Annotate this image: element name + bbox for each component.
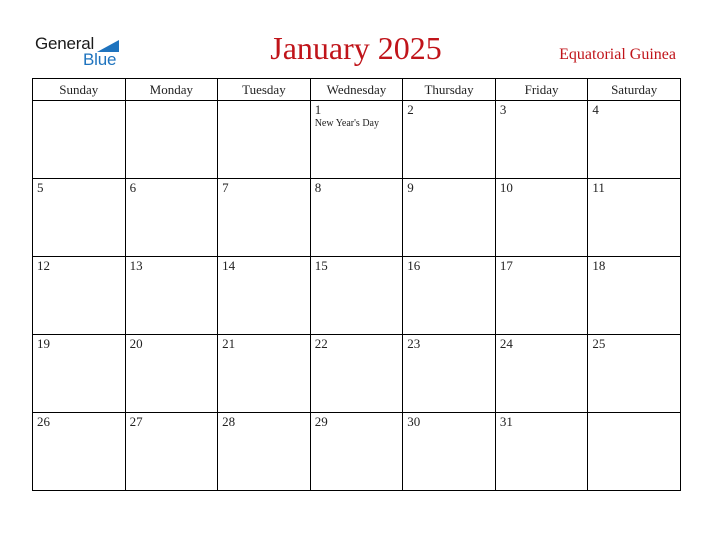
day-number: 10: [499, 180, 513, 195]
day-number: 24: [499, 336, 513, 351]
day-number: 4: [592, 102, 599, 117]
weekday-header: Sunday: [33, 79, 126, 101]
calendar-title: January 2025: [270, 30, 442, 66]
day-cell: [125, 413, 218, 491]
day-cell: [495, 257, 588, 335]
day-number: 29: [314, 414, 328, 429]
day-number: 8: [314, 180, 322, 195]
day-cell: [33, 257, 126, 335]
day-cell: [588, 179, 681, 257]
day-cell: [310, 257, 403, 335]
day-number: 5: [37, 180, 44, 195]
weekday-header: Friday: [495, 79, 588, 101]
day-number: 20: [129, 336, 143, 351]
weekday-header: Saturday: [588, 79, 681, 101]
day-cell: [33, 413, 126, 491]
day-cell: [588, 335, 681, 413]
calendar-grid: [32, 78, 681, 491]
day-number: 18: [592, 258, 606, 273]
day-cell: [588, 257, 681, 335]
day-cell: [218, 101, 311, 179]
day-cell: [125, 179, 218, 257]
day-number: 13: [129, 258, 143, 273]
day-cell: [218, 257, 311, 335]
day-cell: [310, 179, 403, 257]
day-number: 16: [407, 258, 421, 273]
day-number: 21: [222, 336, 236, 351]
day-number: 14: [222, 258, 236, 273]
day-cell: [495, 413, 588, 491]
day-number: 12: [37, 258, 50, 273]
week-row: [33, 179, 681, 257]
day-cell: [495, 179, 588, 257]
week-row: [33, 101, 681, 179]
weekday-header: Tuesday: [218, 79, 311, 101]
holiday-label: New Year's Day: [314, 118, 379, 129]
weekday-header: Wednesday: [310, 79, 403, 101]
day-cell: [588, 101, 681, 179]
weekday-header: Thursday: [403, 79, 496, 101]
day-number: 25: [592, 336, 606, 351]
day-cell: [33, 101, 126, 179]
day-number: 11: [592, 180, 605, 195]
day-number: 7: [222, 180, 229, 195]
week-row: [33, 335, 681, 413]
day-cell: [33, 335, 126, 413]
week-row: [33, 257, 681, 335]
week-row: [33, 413, 681, 491]
logo-word-general: General: [35, 34, 95, 53]
day-number: 19: [37, 336, 50, 351]
day-number: 27: [129, 414, 143, 429]
day-cell: [310, 101, 403, 179]
day-cell: [403, 179, 496, 257]
day-cell: [218, 413, 311, 491]
day-cell: [310, 335, 403, 413]
country-name: Equatorial Guinea: [559, 46, 676, 63]
day-cell: [125, 257, 218, 335]
day-number: 17: [499, 258, 513, 273]
day-number: 28: [222, 414, 236, 429]
day-cell: [125, 335, 218, 413]
day-number: 22: [314, 336, 328, 351]
day-cell: [218, 179, 311, 257]
day-number: 6: [129, 180, 137, 195]
day-cell: [218, 335, 311, 413]
day-cell: [588, 413, 681, 491]
day-number: 23: [407, 336, 421, 351]
day-cell: [495, 101, 588, 179]
day-number: 1: [314, 102, 322, 117]
weekday-header-row: [33, 79, 681, 101]
day-number: 3: [499, 102, 507, 117]
day-number: 2: [407, 102, 414, 117]
day-number: 9: [407, 180, 414, 195]
day-number: 30: [407, 414, 421, 429]
day-cell: [403, 335, 496, 413]
weekday-header: Monday: [125, 79, 218, 101]
day-cell: [33, 179, 126, 257]
day-cell: [125, 101, 218, 179]
logo-word-blue: Blue: [83, 50, 117, 69]
day-cell: [310, 413, 403, 491]
day-number: 31: [499, 414, 513, 429]
day-cell: [403, 257, 496, 335]
day-number: 15: [314, 258, 328, 273]
day-cell: [403, 413, 496, 491]
day-cell: [403, 101, 496, 179]
day-cell: [495, 335, 588, 413]
day-number: 26: [37, 414, 50, 429]
